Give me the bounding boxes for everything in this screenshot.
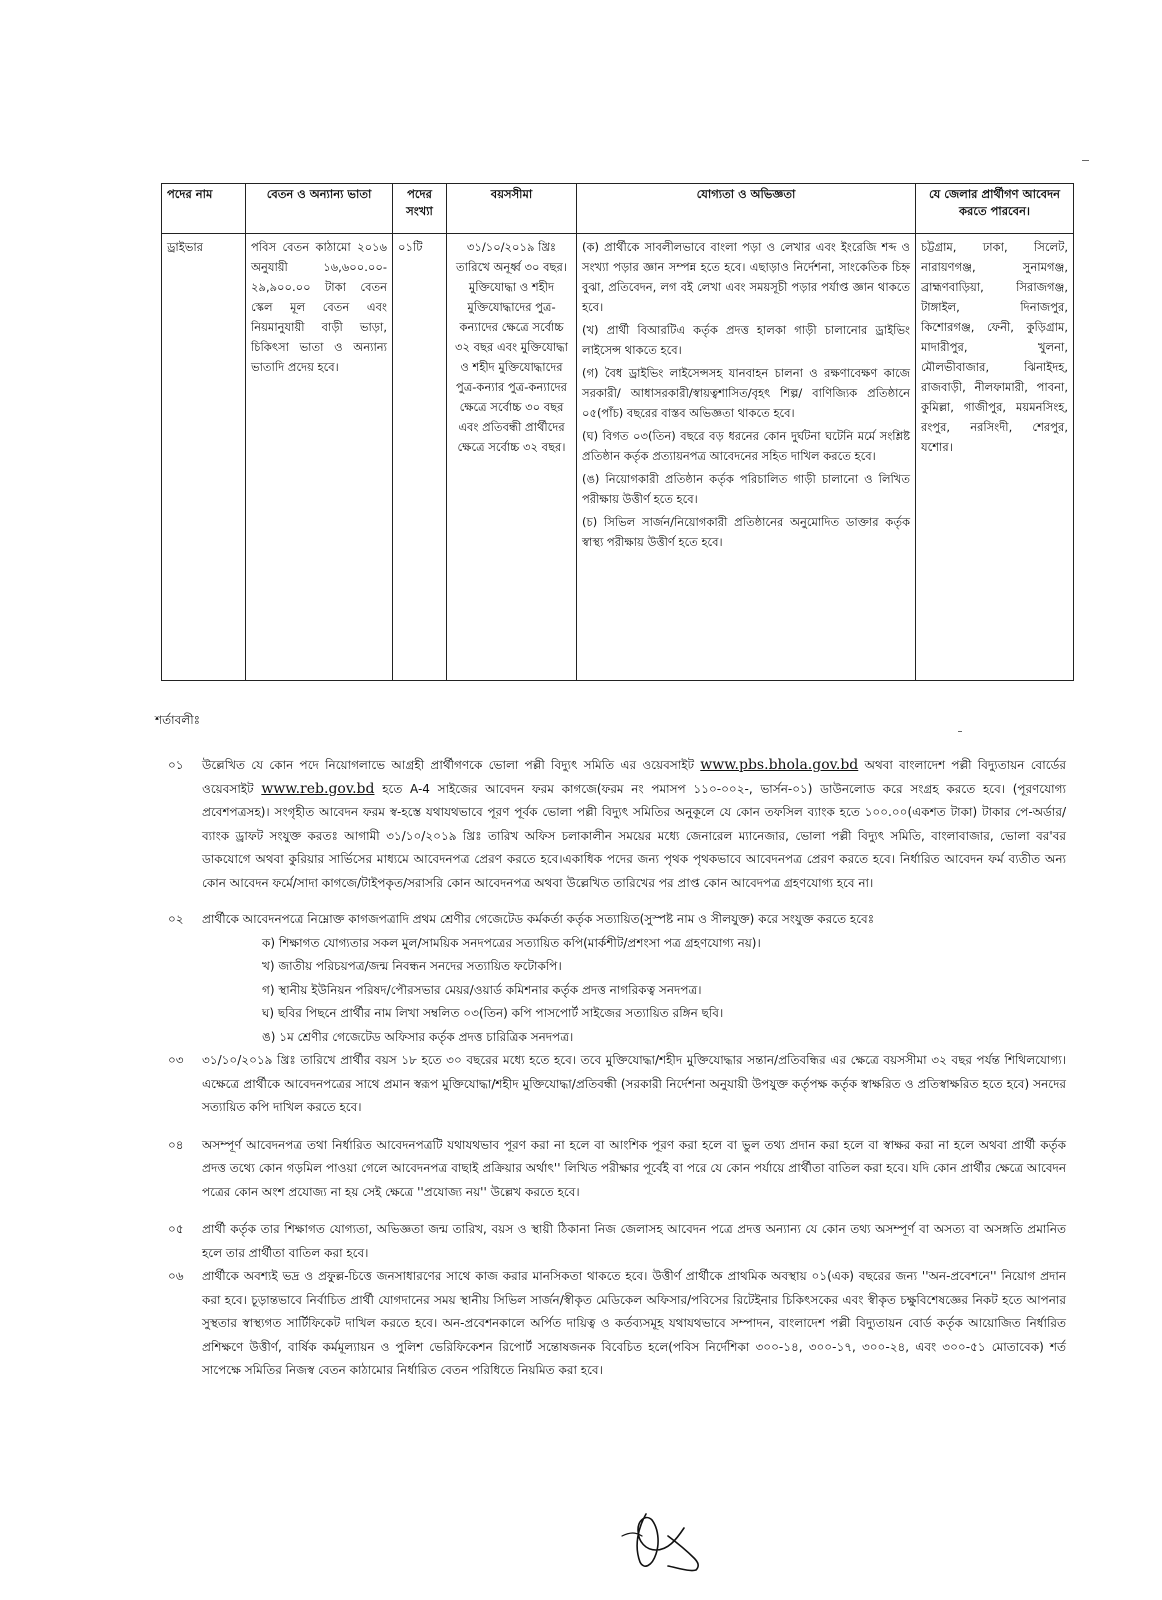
cell-age-limit: ৩১/১০/২০১৯ খ্রিঃ তারিখে অনূর্ধ্ব ৩০ বছর। মুক্তিযোদ্ধা ও শহীদ মুক্তিযোদ্ধাদের পুত্র-কন্যাদের ক্ষেত্রে সর্বোচ্চ ৩২ বছর এবং মুক্তিযোদ্ধা ও শহীদ মুক্তিযোদ্ধাদের পুত্র-কন্যার পুত্র-কন্যাদের ক্ষেত্রে সর্বোচ্চ ৩০ বছর এবং প্রতিবন্ধী প্রার্থীদের ক্ষেত্রে সর্বোচ্চ ৩২ বছর। xyxy=(447,234,577,681)
condition-number: ০৪ xyxy=(168,1137,184,1152)
condition-number: ০৩ xyxy=(168,1053,184,1067)
condition-item xyxy=(160,754,1066,895)
list-item: খ) জাতীয় পরিচয়পত্র/জন্ম নিবন্ধন সনদের সত্যায়িত ফটোকপি। xyxy=(262,959,562,973)
qualification-item: (ক) প্রার্থীকে সাবলীলভাবে বাংলা পড়া ও লেখার এবং ইংরেজি শব্দ ও সংখ্যা পড়ার জ্ঞান সম্পন্ন হতে হবে। এছাড়াও নির্দেশনা, সাংকেতিক চিহ্ন বুঝা, প্রতিবেদন, লগ বই লেখা এবং সময়সূচী পড়ার পর্যাপ্ত জ্ঞান থাকতে হবে। xyxy=(582,240,910,314)
conditions-heading: শর্তাবলীঃ xyxy=(155,713,201,727)
list-item: ঙ) ১ম শ্রেণীর গেজেটেড অফিসার কর্তৃক প্রদত্ত চারিত্রিক সনদপত্র। xyxy=(262,1029,574,1044)
cell-post-name: ড্রাইভার xyxy=(162,234,246,681)
condition-number: ০২ xyxy=(168,912,184,926)
header-post-name: পদের নাম xyxy=(162,184,246,234)
list-item: ঘ) ছবির পিছনে প্রার্থীর নাম লিখা সম্বলিত ০৩(তিন) কপি পাসপোর্ট সাইজের সত্যায়িত রঙ্গিন ছবি। xyxy=(262,1006,724,1020)
table-header-row xyxy=(162,184,1074,234)
pbs-website-link[interactable]: www.pbs.bhola.gov.bd xyxy=(700,757,859,773)
condition-number: ০১ xyxy=(168,758,184,772)
table-row xyxy=(162,234,1074,681)
condition-text: হতে A-4 সাইজের আবেদন ফরম কাগজে(ফরম নং পমাসপ ১১০-০০২-, ভার্সন-০১) ডাউনলোড করে সংগ্রহ করতে হবে। (পূরণযোগ্য প্রবেশপত্রসহ)। সংগৃহীত আবেদন ফরম স্ব-হস্তে যথাযথভাবে পূরণ পূর্বক ভোলা পল্লী বিদ্যুৎ সমিতির অনুকূলে যে কোন তফসিল ব্যাংক হতে ১০০.০০(একশত টাকা) টাকার পে-অর্ডার/ ব্যাংক ড্রাফট সংযুক্ত করতঃ আগামী ৩১/১০/২০১৯ খ্রিঃ তারিখ অফিস চলাকালীন সময়ের মধ্যে জেনারেল ম্যানেজার, ভোলা পল্লী বিদ্যুৎ সমিতি, বাংলাবাজার, ভোলা বর'বর ডাকযোগে অথবা কুরিয়ার সার্ভিসের মাধ্যমে আবেদনপত্র প্রেরণ করতে হবে।একাধিক পদের জন্য পৃথক পৃথকভাবে আবেদনপত্র প্রেরণ করতে হবে। নির্ধারিত আবেদন ফর্ম ব্যতীত অন্য কোন আবেদন ফর্মে/সাদা কাগজে/টাইপকৃত/সরাসরি কোন আবেদনপত্র অথবা উল্লেখিত তারিখের পর প্রাপ্ত কোন আবেদপত্র গ্রহণযোগ্য হবে না। xyxy=(202,781,1066,890)
header-age-limit: বয়সসীমা xyxy=(447,184,577,234)
conditions-list xyxy=(160,754,1066,1383)
header-salary: বেতন ও অন্যান্য ভাতা xyxy=(246,184,393,234)
header-qualification: যোগ্যতা ও অভিজ্ঞতা xyxy=(577,184,916,234)
vacancy-table xyxy=(161,183,1074,681)
qualification-item: (ঙ) নিয়োগকারী প্রতিষ্ঠান কর্তৃক পরিচালিত গাড়ী চালানো ও লিখিত পরীক্ষায় উত্তীর্ণ হতে হবে। xyxy=(582,472,910,506)
condition-text: প্রার্থীকে আবেদনপত্রে নিম্নোক্ত কাগজপত্রাদি প্রথম শ্রেণীর গেজেটেড কর্মকর্তা কর্তৃক সত্যায়িত(সুস্পষ্ট নাম ও সীলযুক্ত) করে সংযুক্ত করতে হবেঃ xyxy=(202,912,875,926)
list-item: গ) স্থানীয় ইউনিয়ন পরিষদ/পৌরসভার মেয়র/ওয়ার্ড কমিশনার কর্তৃক প্রদত্ত নাগরিকত্ব সনদপত্র। xyxy=(262,982,702,997)
condition-text: প্রার্থী কর্তৃক তার শিক্ষাগত যোগ্যতা, অভিজ্ঞতা জন্ম তারিখ, বয়স ও স্থায়ী ঠিকানা নিজ জেলাসহ আবেদন পত্রে প্রদত্ত অন্যান্য যে কোন তথ্য অসম্পূর্ণ বা অসত্য বা অসঙ্গতি প্রমানিত হলে তার প্রার্থীতা বাতিল করা হবে। xyxy=(202,1222,1066,1260)
qualification-item: (খ) প্রার্থী বিআরটিএ কর্তৃক প্রদত্ত হালকা গাড়ী চালানোর ড্রাইভিং লাইসেন্স থাকতে হবে। xyxy=(582,323,910,357)
scan-mark xyxy=(958,731,962,732)
condition-item xyxy=(160,1049,1066,1120)
condition-item xyxy=(160,908,1066,1049)
condition-text: অথবা বাংলাদেশ পল্লী বিদ্যুতায়ন বোর্ডের ওয়েবসাইট xyxy=(202,758,1066,796)
condition-number: ০৬ xyxy=(168,1269,184,1283)
condition-number: ০৫ xyxy=(168,1222,184,1236)
condition-text: অসম্পূর্ণ আবেদনপত্র তথা নির্ধারিত আবেদনপত্রটি যথাযথভাব পূরণ করা না হলে বা আংশিক পূরণ করা হলে বা ভুল তথ্য প্রদান করা হলে বা স্বাক্ষর করা না হলে অথবা প্রার্থী কর্তৃক প্রদত্ত তথ্যে কোন গড়মিল পাওয়া গেলে আবেদনপত্র বাছাই প্রক্রিয়ার অর্থাৎ'' লিখিত পরীক্ষার পূর্বেই বা পরে যে কোন পর্যায়ে প্রার্থীতা বাতিল করা হবে। যদি কোন প্রার্থীর ক্ষেত্রে আবেদন পত্রের কোন অংশ প্রযোজ্য না হয় সেই ক্ষেত্রে ''প্রযোজ্য নয়'' উল্লেখ করতে হবে। xyxy=(202,1137,1066,1199)
condition-item xyxy=(160,1265,1066,1383)
qualification-item: (ঘ) বিগত ০৩(তিন) বছরে বড় ধরনের কোন দুর্ঘটনা ঘটেনি মর্মে সংশ্লিষ্ট প্রতিষ্ঠান কর্তৃক প্রত্যায়নপত্র আবেদনের সহিত দাখিল করতে হবে। xyxy=(582,429,910,463)
qualification-item: (গ) বৈধ ড্রাইভিং লাইসেন্সসহ যানবাহন চালনা ও রক্ষণাবেক্ষণ কাজে সরকারী/ আধাসরকারী/স্বায়ত্বশাসিত/বৃহৎ শিল্প/ বাণিজ্যিক প্রতিষ্ঠানে ০৫(পাঁচ) বছরের বাস্তব অভিজ্ঞতা থাকতে হবে। xyxy=(582,366,910,420)
cell-districts: চট্টগ্রাম, ঢাকা, সিলেট, নারায়ণগঞ্জ, সুনামগঞ্জ, ব্রাহ্মণবাড়িয়া, সিরাজগঞ্জ, টাঙ্গাইল, দিনাজপুর, কিশোরগঞ্জ, ফেনী, কুড়িগ্রাম, মাদারীপুর, খুলনা, মৌলভীবাজার, ঝিনাইদহ, রাজবাড়ী, নীলফামারী, পাবনা, কুমিল্লা, গাজীপুর, ময়মনসিংহ, রংপুর, নরসিংদী, শেরপুর, যশোর। xyxy=(916,234,1074,681)
cell-qualification xyxy=(577,234,916,681)
qualification-item: (চ) সিভিল সার্জন/নিয়োগকারী প্রতিষ্ঠানের অনুমোদিত ডাক্তার কর্তৃক স্বাস্থ্য পরীক্ষায় উত্তীর্ণ হতে হবে। xyxy=(582,515,910,549)
condition-text: ৩১/১০/২০১৯ খ্রিঃ তারিখে প্রার্থীর বয়স ১৮ হতে ৩০ বছরের মধ্যে হতে হবে। তবে মুক্তিযোদ্ধা/শহীদ মুক্তিযোদ্ধার সন্তান/প্রতিবন্ধির এর ক্ষেত্রে বয়সসীমা ৩২ বছর পর্যন্ত শিথিলযোগ্য। এক্ষেত্রে প্রার্থীকে আবেদনপত্রের সাথে প্রমান স্বরূপ মুক্তিযোদ্ধা/শহীদ মুক্তিযোদ্ধা/প্রতিবন্ধী (সরকারী নির্দেশনা অনুযায়ী উপযুক্ত কর্তৃপক্ষ কর্তৃক স্বাক্ষরিত ও প্রতিস্বাক্ষরিত হতে হবে) সনদের সত্যায়িত কপি দাখিল করতে হবে। xyxy=(202,1053,1066,1114)
document-requirements-list xyxy=(202,932,1066,1050)
reb-website-link[interactable]: www.reb.gov.bd xyxy=(261,780,375,797)
condition-text: উল্লেখিত যে কোন পদে নিয়োগলাভে আগ্রহী প্রার্থীগণকে ভোলা পল্লী বিদ্যুৎ সমিতি এর ওয়েবসাইট xyxy=(202,758,694,772)
cell-salary: পবিস বেতন কাঠামো ২০১৬ অনুযায়ী ১৬,৬০০.০০- ২৯,৯০০.০০ টাকা বেতন স্কেল মূল বেতন এবং নিয়মানুযায়ী বাড়ী ভাড়া, চিকিৎসা ভাতা ও অন্যান্য ভাতাদি প্রদেয় হবে। xyxy=(246,234,393,681)
list-item: ক) শিক্ষাগত যোগ্যতার সকল মুল/সাময়িক সনদপত্রের সত্যায়িত কপি(মার্কশীট/প্রশংসা পত্র গ্রহণযোগ্য নয়)। xyxy=(262,935,761,950)
condition-text: প্রার্থীকে অবশ্যই ভদ্র ও প্রফুল্ল-চিত্তে জনসাধারণের সাথে কাজ করার মানসিকতা থাকতে হবে। উত্তীর্ণ প্রার্থীকে প্রাথমিক অবস্থায় ০১(এক) বছরের জন্য ''অন-প্রবেশনে'' নিয়োগ প্রদান করা হবে। চূড়ান্তভাবে নির্বাচিত প্রার্থী যোগদানের সময় স্থানীয় সিভিল সার্জন/স্বীকৃত মেডিকেল অফিসার/পবিসের রিটেইনার চিকিৎসকের এবং স্বীকৃত চক্ষুবিশেষজ্ঞের নিকট হতে আপনার সুস্থতার স্বাস্থ্যগত সার্টিফিকেট দাখিল করতে হবে। অন-প্রবেশনকালে অর্পিত দায়িত্ব ও কর্তব্যসমূহ যথাযথভাবে সম্পাদন, বাংলাদেশ পল্লী বিদ্যুতায়ন বোর্ড কর্তৃক আয়োজিত নির্ধারিত প্রশিক্ষণে উত্তীর্ণ, বার্ষিক কর্মমূল্যায়ন ও পুলিশ ভেরিফিকেশন রিপোর্ট সন্তোষজনক বিবেচিত হলে(পবিস নির্দেশিকা ৩০০-১৪, ৩০০-১৭, ৩০০-২৪, এবং ৩০০-৫১ মোতাবেক) শর্ত সাপেক্ষে সমিতির নিজস্ব বেতন কাঠামোর নির্ধারিত বেতন পরিধিতে নিয়মিত করা হবে। xyxy=(202,1269,1067,1377)
header-post-count: পদের সংখ্যা xyxy=(393,184,447,234)
cell-post-count: ০১টি xyxy=(393,234,447,681)
header-districts: যে জেলার প্রার্থীগণ আবেদন করতে পারবেন। xyxy=(916,184,1074,234)
signature-image xyxy=(616,1506,708,1574)
condition-item xyxy=(160,1218,1066,1265)
condition-item xyxy=(160,1134,1066,1205)
scan-mark xyxy=(1082,160,1089,161)
